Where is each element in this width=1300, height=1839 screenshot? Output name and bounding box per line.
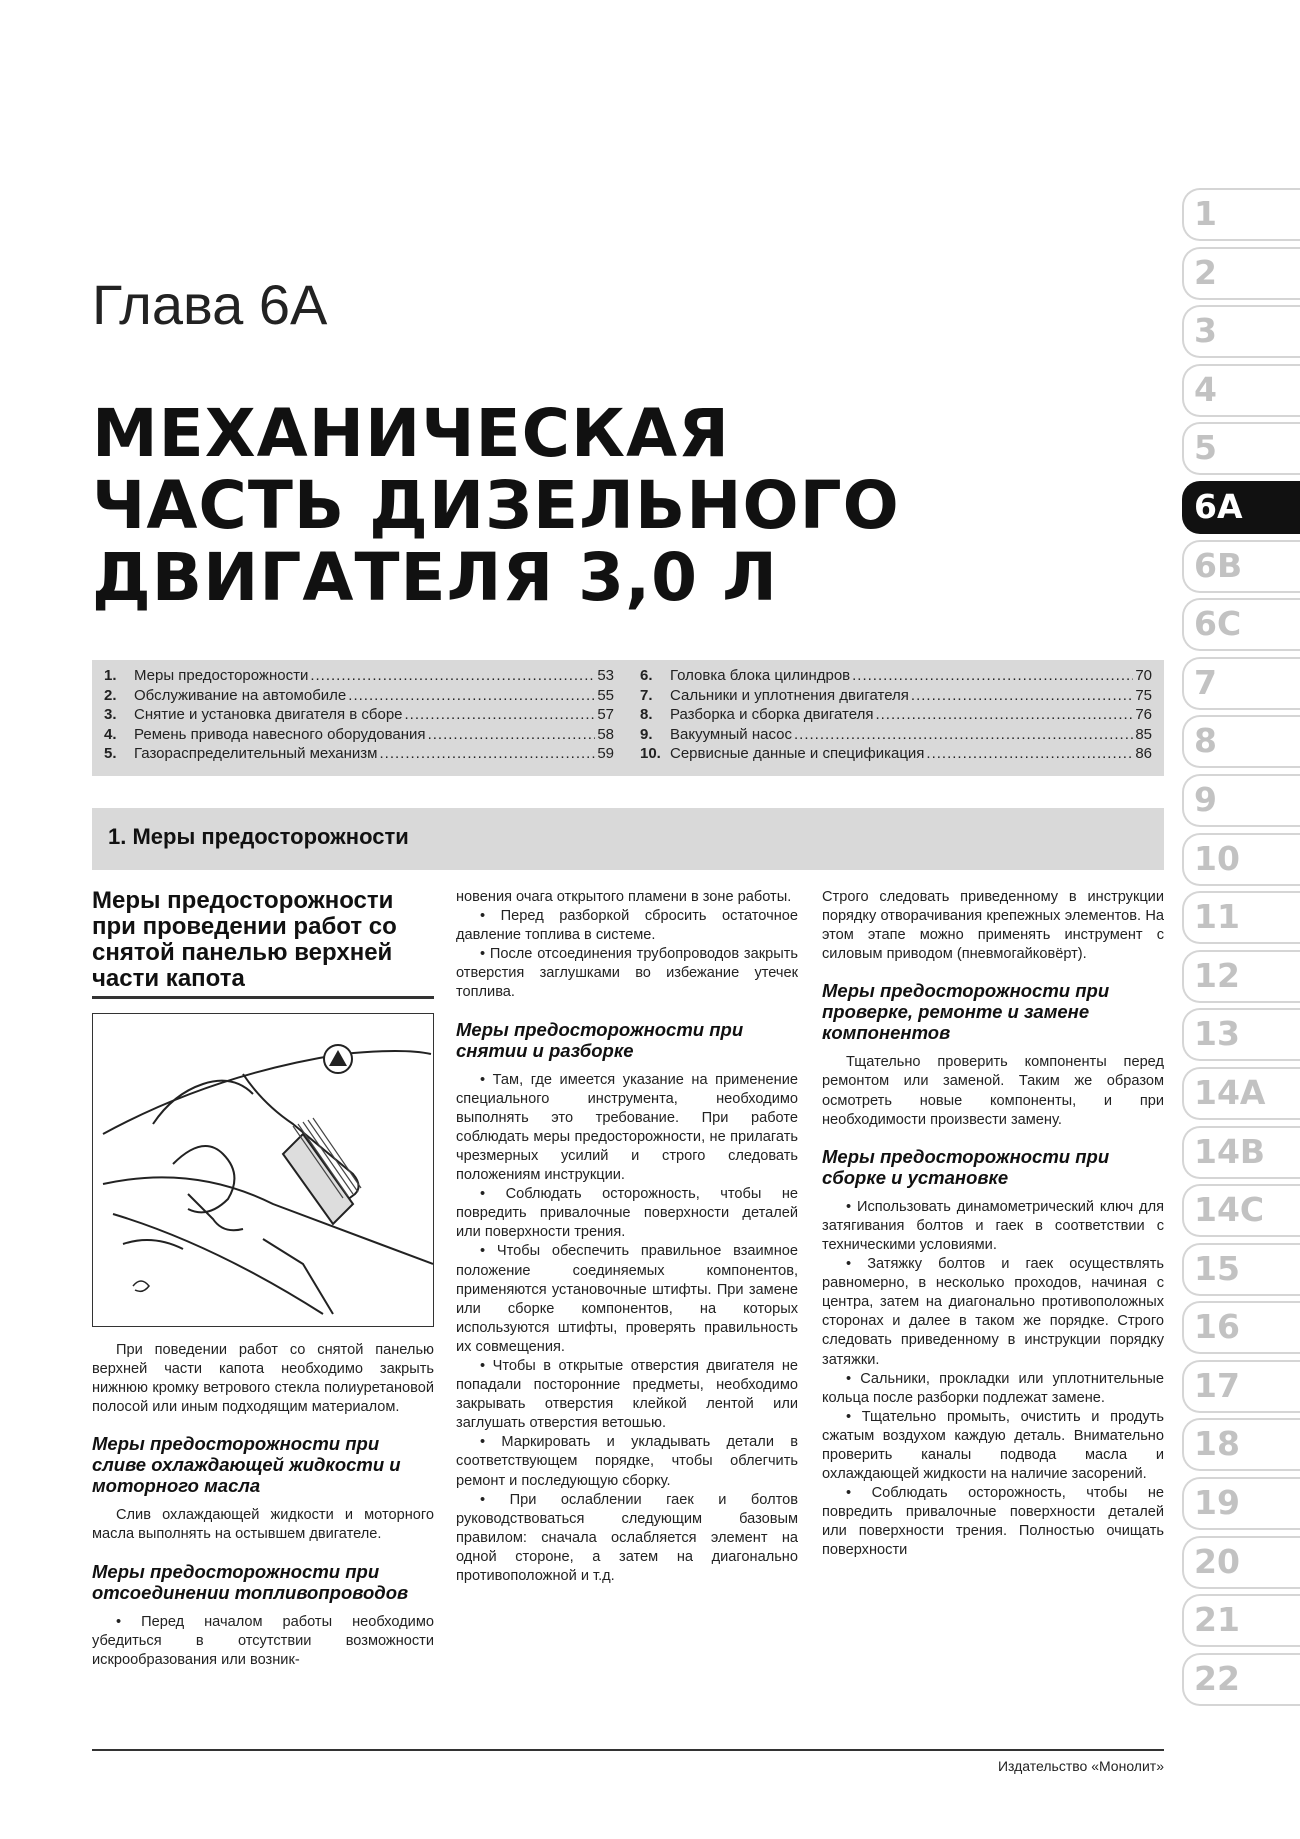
paragraph: • Там, где имеется указание на применение специального инструмента, необходимо выполнять это требование. При работе соблюдать меры предосторожности, не прилагать чрезмерных усилий и строго следовать положениям инструкции. (456, 1071, 798, 1184)
subheading: Меры предосторожности при сливе охлаждающей жидкости и моторного масла (92, 1433, 401, 1497)
chapter-tab[interactable]: 6B (1182, 540, 1300, 593)
table-of-contents (92, 660, 1164, 776)
chapter-tab[interactable]: 2 (1182, 247, 1300, 300)
text-column-3 (822, 888, 1164, 1561)
paragraph: • Соблюдать осторожность, чтобы не повредить привалочные поверхности деталей или поверхности трения. Полностью очищать поверхности (822, 1485, 1164, 1559)
toc-title: Разборка и сборка двигателя (670, 706, 874, 724)
toc-title: Газораспределительный механизм (134, 745, 378, 763)
chapter-tab[interactable]: 9 (1182, 774, 1300, 827)
toc-num: 5. (104, 745, 117, 763)
toc-title: Сальники и уплотнения двигателя (670, 686, 909, 704)
toc-leader (852, 666, 1133, 686)
chapter-tab[interactable]: 17 (1182, 1360, 1300, 1413)
section-header (92, 808, 1164, 870)
chapter-title-line: МЕХАНИЧЕСКАЯ (92, 395, 730, 472)
subheading: Меры предосторожности при отсоединении топливопроводов (92, 1560, 409, 1603)
section-title: 1. Меры предосторожности (108, 824, 409, 849)
toc-leader (875, 705, 1133, 725)
chapter-tab[interactable]: 14A (1182, 1067, 1300, 1120)
toc-num: 7. (640, 686, 653, 704)
paragraph: При поведении работ со снятой панелью верхней части капота необходимо закрыть нижнюю кромку ветрового стекла полиуретановой полосой или иным подходящим материалом. (92, 1342, 434, 1416)
chapter-tab[interactable]: 20 (1182, 1536, 1300, 1589)
text-column-2 (456, 888, 798, 1586)
toc-page: 58 (597, 725, 614, 743)
chapter-tab[interactable]: 21 (1182, 1594, 1300, 1647)
chapter-title-line: ЧАСТЬ ДИЗЕЛЬНОГО (92, 467, 900, 544)
paragraph: • Перед разборкой сбросить остаточное давление топлива в системе. (456, 908, 798, 944)
chapter-tab[interactable]: 7 (1182, 657, 1300, 710)
toc-page: 57 (597, 706, 614, 724)
toc-title: Вакуумный насос (670, 725, 792, 743)
toc-leader (794, 725, 1133, 745)
paragraph: Тщательно проверить компоненты перед ремонтом или заменой. Таким же образом осмотреть новые компоненты, и при необходимости произвести замену. (822, 1054, 1164, 1128)
chapter-tab[interactable]: 1 (1182, 188, 1300, 241)
paragraph: • Тщательно промыть, очистить и продуть сжатым воздухом каждую деталь. Внимательно проверить каналы подвода масла и охлаждающей жидкости на наличие засорений. (822, 1408, 1164, 1483)
paragraph: • Чтобы в открытые отверстия двигателя не попадали посторонние предметы, необходимо закрывать отверстия клейкой лентой или заглушать отверстия ветошью. (456, 1357, 798, 1432)
chapter-tab[interactable]: 6C (1182, 598, 1300, 651)
chapter-label: Глава 6А (92, 273, 328, 336)
toc-leader (379, 744, 595, 764)
toc-num: 1. (104, 667, 117, 684)
toc-entry[interactable] (640, 705, 1152, 725)
paragraph: • Перед началом работы необходимо убедиться в отсутствии возможности искрообразования или возник- (92, 1613, 434, 1668)
toc-entry[interactable] (104, 705, 614, 725)
toc-num: 3. (104, 706, 117, 724)
text-column-1 (92, 888, 434, 1670)
chapter-title-line: ДВИГАТЕЛЯ 3,0 Л (92, 539, 778, 616)
toc-title: Меры предосторожности (134, 667, 309, 684)
toc-leader (911, 686, 1133, 706)
paragraph: • Использовать динамометрический ключ для затягивания болтов и гаек в соответствии с техническими условиями. (822, 1198, 1164, 1253)
footer-divider (92, 1749, 1164, 1751)
subsection-heading: Меры предосторожности при проведении работ со снятой панелью верхней части капота (92, 888, 434, 999)
paragraph: • Чтобы обеспечить правильное взаимное положение соединяемых компонентов, применяются установочные штифты. При замене или сборке компонентов, на которых используются штифты, проверять правильность их совмещения. (456, 1243, 798, 1355)
toc-entry[interactable] (640, 686, 1152, 706)
toc-left-column (104, 666, 614, 764)
toc-leader (348, 686, 595, 706)
paragraph: • Сальники, прокладки или уплотнительные кольца после разборки подлежат замене. (822, 1370, 1164, 1406)
toc-entry[interactable] (640, 725, 1152, 745)
chapter-tab[interactable]: 11 (1182, 891, 1300, 944)
toc-entry[interactable] (640, 744, 1152, 764)
toc-leader (405, 705, 596, 725)
chapter-title (92, 395, 912, 616)
toc-title: Обслуживание на автомобиле (134, 686, 347, 704)
chapter-tab[interactable]: 18 (1182, 1418, 1300, 1471)
chapter-tab[interactable]: 14B (1182, 1126, 1300, 1179)
toc-title: Сервисные данные и спецификация (670, 745, 925, 763)
toc-leader (926, 744, 1133, 764)
chapter-tab[interactable]: 4 (1182, 364, 1300, 417)
toc-leader (428, 725, 596, 745)
toc-num: 10. (640, 745, 661, 763)
chapter-tab[interactable]: 5 (1182, 422, 1300, 475)
toc-entry[interactable] (104, 744, 614, 764)
chapter-tab-active[interactable]: 6A (1182, 481, 1300, 534)
paragraph: • Затяжку болтов и гаек осуществлять равномерно, в несколько проходов, начиная с центра, затем на диагонально противоположных сторонах и далее в таком же порядке. Строго следовать приведенному в инструкции порядку затяжки. (822, 1256, 1164, 1368)
toc-title: Снятие и установка двигателя в сборе (134, 706, 403, 724)
toc-page: 76 (1135, 706, 1152, 724)
subheading: Меры предосторожности при проверке, ремонте и замене компонентов (822, 980, 1110, 1044)
toc-entry[interactable] (104, 666, 614, 686)
paragraph: • При ослаблении гаек и болтов руководствоваться следующим базовым правилом: сначала ослабляется элемент на одной стороне, а затем на диагонально противоположной и т.д. (456, 1491, 798, 1584)
toc-num: 4. (104, 725, 117, 743)
toc-right-column (640, 666, 1152, 764)
chapter-tab[interactable]: 15 (1182, 1243, 1300, 1296)
chapter-tab[interactable]: 12 (1182, 950, 1300, 1003)
paragraph: • После отсоединения трубопроводов закрыть отверстия заглушками во избежание утечек топлива. (456, 946, 798, 1001)
chapter-tab[interactable]: 3 (1182, 305, 1300, 358)
chapter-tab[interactable]: 22 (1182, 1653, 1300, 1706)
toc-page: 53 (597, 667, 614, 684)
paragraph: Слив охлаждающей жидкости и моторного масла выполнять на остывшем двигателе. (92, 1507, 434, 1543)
toc-page: 85 (1135, 725, 1152, 743)
publisher-footer: Издательство «Монолит» (997, 1758, 1164, 1774)
toc-page: 59 (597, 745, 614, 763)
chapter-tab[interactable]: 19 (1182, 1477, 1300, 1530)
subheading: Меры предосторожности при сборке и установке (822, 1145, 1110, 1188)
toc-leader (310, 666, 595, 686)
chapter-tab[interactable]: 16 (1182, 1301, 1300, 1354)
toc-title: Головка блока цилиндров (670, 667, 851, 684)
toc-page: 75 (1135, 686, 1152, 704)
paragraph: • Соблюдать осторожность, чтобы не повредить привалочные поверхности деталей или поверхности трения. (456, 1186, 798, 1241)
paragraph: • Маркировать и укладывать детали в соответствующем порядке, чтобы облегчить ремонт и последующую сборку. (456, 1434, 798, 1489)
toc-num: 8. (640, 706, 653, 724)
chapter-tabs (1182, 188, 1300, 1711)
toc-entry[interactable] (640, 666, 1152, 686)
toc-entry[interactable] (104, 686, 614, 706)
toc-page: 70 (1135, 667, 1152, 684)
paragraph: новения очага открытого пламени в зоне работы. (456, 889, 792, 905)
toc-page: 86 (1135, 745, 1152, 763)
toc-entry[interactable] (104, 725, 614, 745)
hood-panel-drawing (93, 1014, 433, 1326)
toc-num: 2. (104, 686, 117, 704)
illustration-hood-panel (92, 1013, 434, 1327)
chapter-tab[interactable]: 13 (1182, 1008, 1300, 1061)
chapter-tab[interactable]: 10 (1182, 833, 1300, 886)
chapter-tab[interactable]: 14C (1182, 1184, 1300, 1237)
chapter-tab[interactable]: 8 (1182, 715, 1300, 768)
toc-page: 55 (597, 686, 614, 704)
toc-num: 9. (640, 725, 653, 743)
subheading: Меры предосторожности при снятии и разборке (456, 1018, 744, 1061)
paragraph: Строго следовать приведенному в инструкции порядку отворачивания крепежных элементов. На этом этапе можно применять инструмент с силовым приводом (пневмогайковёрт). (822, 889, 1164, 963)
toc-title: Ремень привода навесного оборудования (134, 725, 426, 743)
toc-num: 6. (640, 667, 653, 684)
